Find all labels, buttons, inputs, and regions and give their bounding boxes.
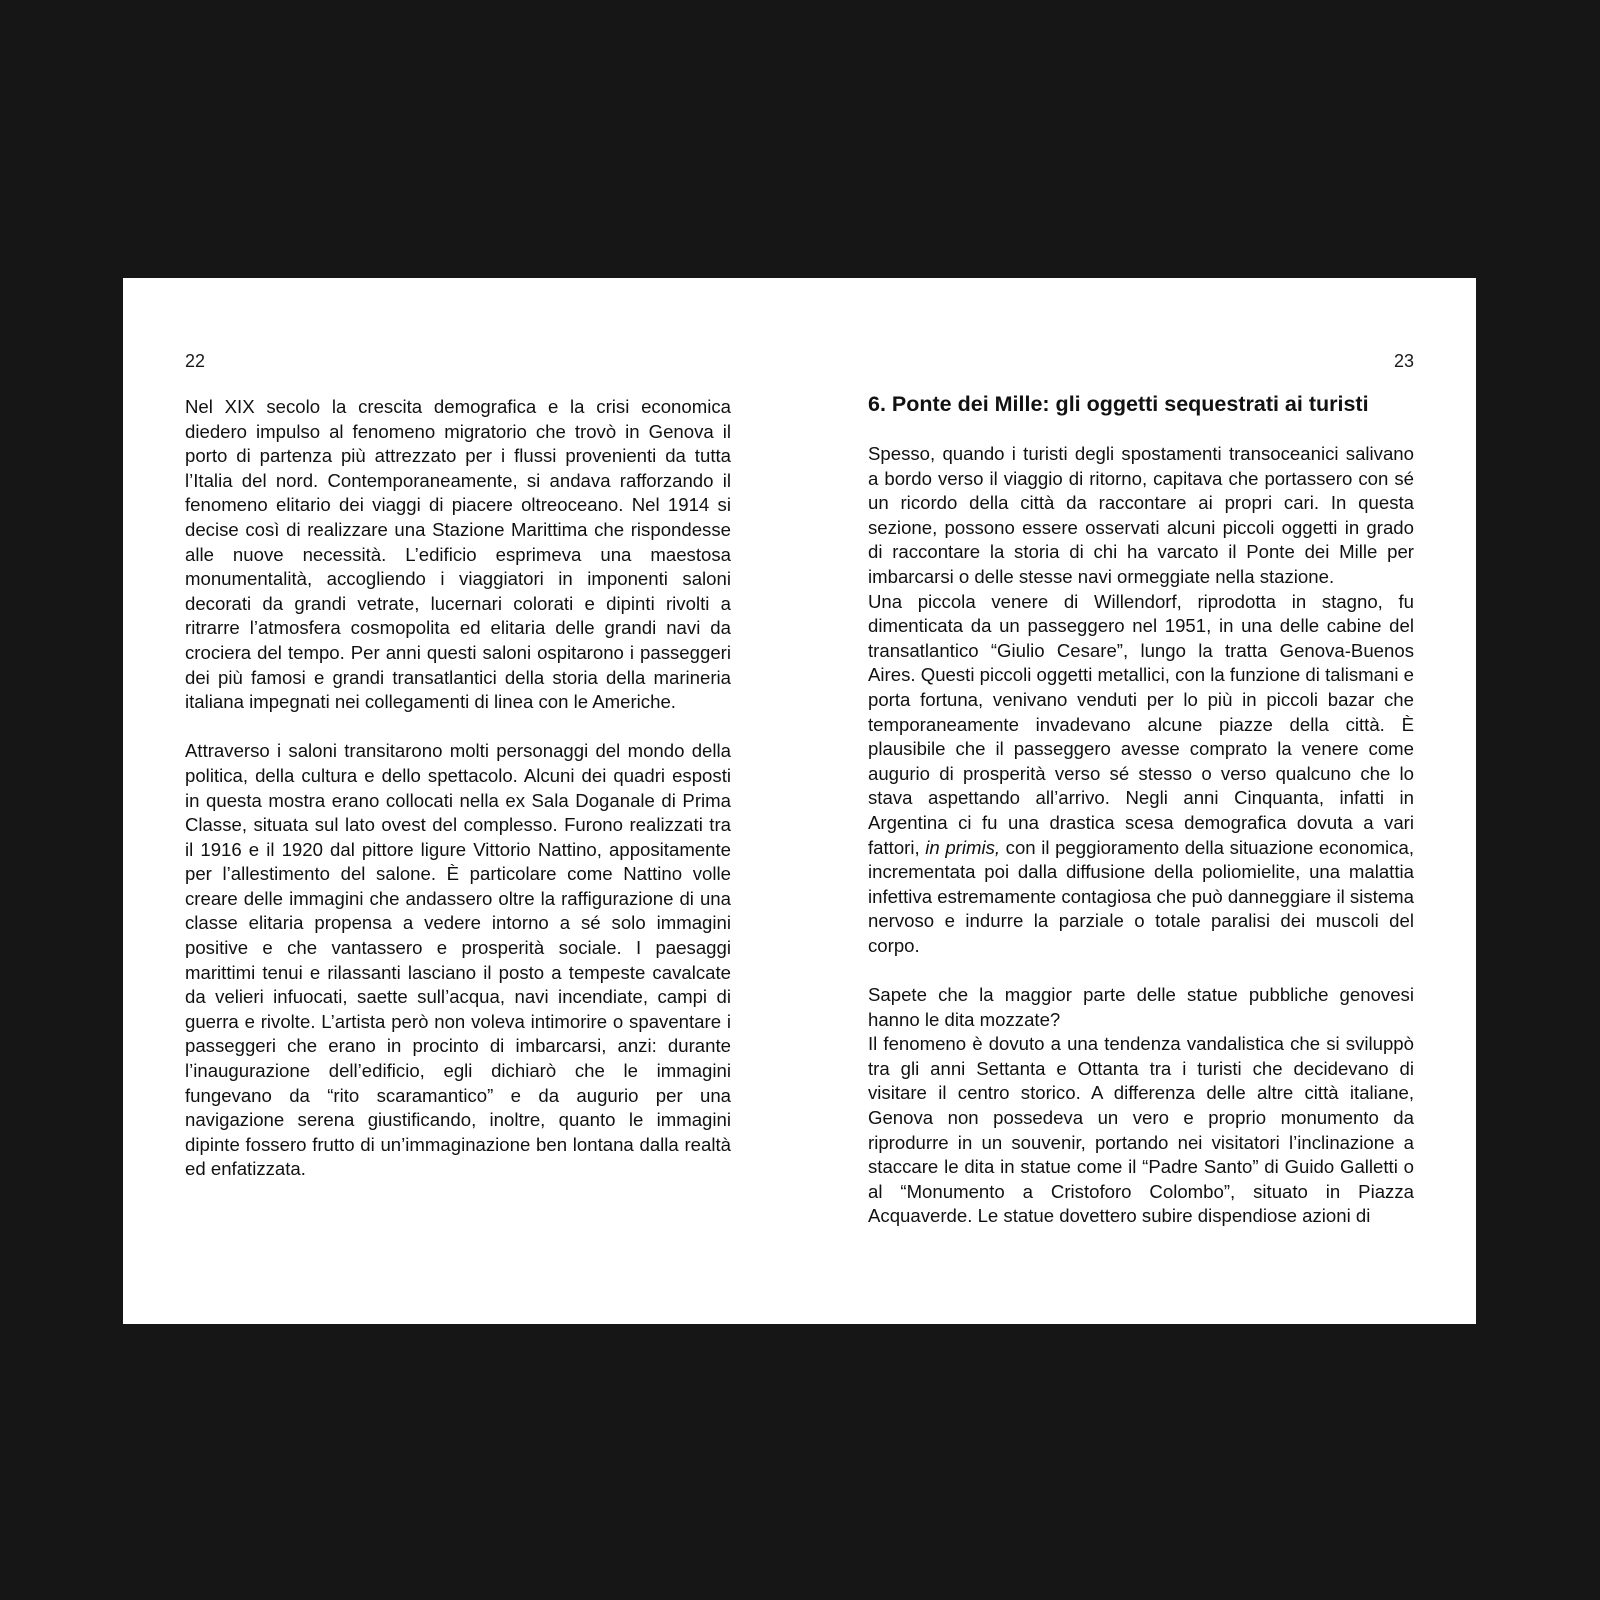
right-paragraph-2 <box>868 590 1414 959</box>
page-number-right: 23 <box>1393 351 1414 371</box>
section-heading: 6. Ponte dei Mille: gli oggetti sequestrati ai turisti <box>868 392 1369 416</box>
left-page-column <box>185 395 731 1182</box>
book-spread <box>123 278 1476 1324</box>
page-number-left: 22 <box>185 351 206 371</box>
right-paragraph-1: Spesso, quando i turisti degli spostamenti transoceanici salivano a bordo verso il viaggio di ritorno, capitava che portassero con sé un ricordo della città da raccontare ai propri cari. In questa sezione, possono essere osservati alcuni piccoli oggetti in grado di raccontare la storia di chi ha varcato il Ponte dei Mille per imbarcarsi o delle stesse navi ormeggiate nella stazione. <box>868 443 1414 587</box>
right-paragraph-4: Il fenomeno è dovuto a una tendenza vandalistica che si sviluppò tra gli anni Settanta e Ottanta tra i turisti che decidevano di visitare il centro storico. A differenza delle altre città italiane, Genova non possedeva un vero e proprio monumento da riprodurre in un souvenir, portando nei visitatori l’inclinazione a staccare le dita in statue come il “Padre Santo” di Guido Galletti o al “Monumento a Cristoforo Colombo”, situato in Piazza Acquaverde. Le statue dovettero subire dispendiose azioni di <box>868 1033 1414 1227</box>
right-page-column <box>868 390 1414 1229</box>
right-paragraph-2-text-b: con il peggioramento della situazione economica, incrementata poi dalla diffusione della poliomielite, una malattia infettiva estremamente contagiosa che può danneggiare il sistema nervoso e indurre la parziale o totale paralisi dei muscoli del corpo. <box>868 836 1414 956</box>
right-paragraph-2-text-a: Una piccola venere di Willendorf, riprodotta in stagno, fu dimenticata da un passeggero nel 1951, in una delle cabine del transatlantico “Giulio Cesare”, lungo la tratta Genova-Buenos Aires. Questi piccoli oggetti metallici, con la funzione di talismani e porta fortuna, venivano venduti per lo più in piccoli bazar che temporaneamente invadevano alcune piazze della città. È plausibile che il passeggero avesse comprato la venere come augurio di prosperità verso sé stesso o verso qualcuno che lo stava aspettando all’arrivo. Negli anni Cinquanta, infatti in Argentina ci fu una drastica scesa demografica dovuta a vari fattori, <box>868 590 1414 858</box>
left-paragraph-2: Attraverso i saloni transitarono molti personaggi del mondo della politica, della cultura e dello spettacolo. Alcuni dei quadri esposti in questa mostra erano collocati nella ex Sala Doganale di Prima Classe, situata sul lato ovest del complesso. Furono realizzati tra il 1916 e il 1920 dal pittore ligure Vittorio Nattino, appositamente per l’allestimento del salone. È particolare come Nattino volle creare delle immagini che andassero oltre la raffigurazione di una classe elitaria propensa a vedere intorno a sé solo immagini positive e che vantassero e prosperità sociale. I paesaggi marittimi tenui e rilassanti lasciano il posto a tempeste cavalcate da velieri infuocati, saette sull’acqua, navi incendiate, campi di guerra e rivolte. L’artista però non voleva intimorire o spaventare i passeggeri che erano in procinto di imbarcarsi, anzi: durante l’inaugurazione dell’edificio, egli dichiarò che le immagini fungevano da “rito scaramantico” e da augurio per una navigazione serena giustificando, inoltre, quanto le immagini dipinte fossero frutto di un’immaginazione ben lontana dalla realtà ed enfatizzata. <box>185 740 731 1180</box>
left-paragraph-1: Nel XIX secolo la crescita demografica e la crisi economica diedero impulso al fenomeno migratorio che trovò in Genova il porto di partenza più attrezzato per i flussi provenienti da tutta l’Italia del nord. Contemporaneamente, si andava rafforzando il fenomeno elitario dei viaggi di piacere oltreoceano. Nel 1914 si decise così di realizzare una Stazione Marittima che rispondesse alle nuove necessità. L’edificio esprimeva una maestosa monumentalità, accogliendo i viaggiatori in imponenti saloni decorati da grandi vetrate, lucernari colorati e dipinti rivolti a ritrarre l’atmosfera cosmopolita ed elitaria delle grandi navi da crociera del tempo. Per anni questi saloni ospitarono i passeggeri dei più famosi e grandi transatlantici della storia della marineria italiana impegnati nei collegamenti di linea con le Americhe. <box>185 396 731 713</box>
right-paragraph-3: Sapete che la maggior parte delle statue pubbliche genovesi hanno le dita mozzate? <box>868 984 1414 1030</box>
italic-phrase: in primis, <box>925 836 1001 858</box>
